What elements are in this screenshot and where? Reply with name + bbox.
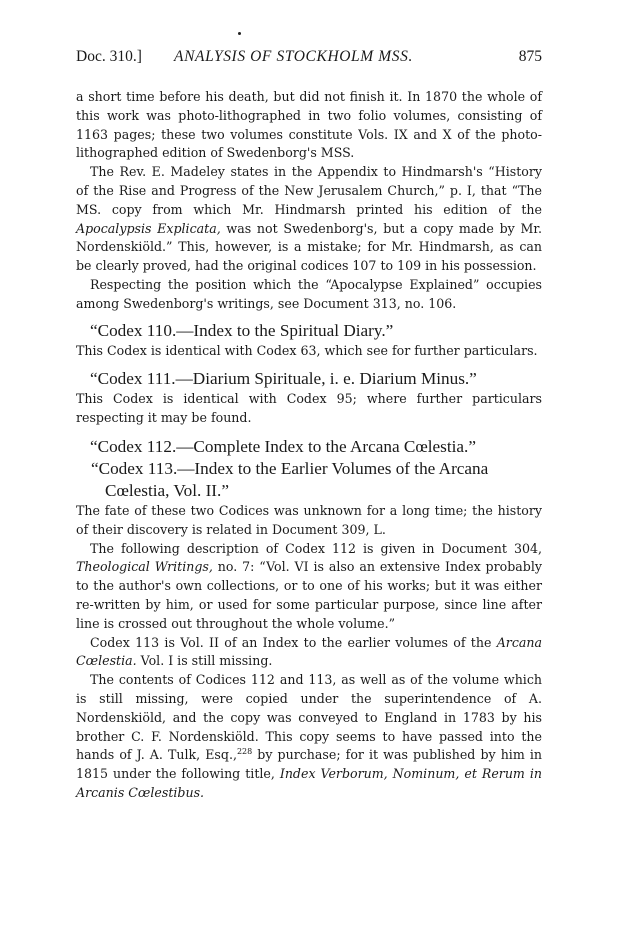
page-number: 875: [518, 48, 542, 65]
footnote-ref: 228: [236, 747, 253, 757]
heading-codex-111: “Codex 111.—Diarium Spirituale, i. e. Diarium Minus.”: [90, 369, 477, 389]
paragraph-codex-111: This Codex is identical with Codex 95; where further particulars respecting it may be found.: [76, 391, 542, 426]
paragraph-codex-112-description: The following description of Codex 112 is given in Document 304, Theological Writings, no. 7: “Vol. VI is also an extensive Index probably to the author's own collections, or to one of his works; but it was either re-written by him, or used for some particular purpose, since line after line is crossed out throughout the whole volume.”: [76, 540, 542, 631]
paragraph-madeley: The Rev. E. Madeley states in the Appendix to Hindmarsh's “History of the Rise and Progress of the New Jerusalem Church,” p. I, that “The MS. copy from which Mr. Hindmarsh printed his edition of the Apocalypsis Explicata, was not Swedenborg's, but a copy made by Mr. Nordenskiöld.” This, however, is a mistake; for Mr. Hindmarsh, as can be clearly proved, had the original codices 107 to 109 in his possession.: [76, 164, 542, 274]
paragraph-codex-110: This Codex is identical with Codex 63, which see for further particulars.: [76, 342, 538, 358]
paragraph-continued: a short time before his death, but did not finish it. In 1870 the whole of this work was photo-lithographed in two folio volumes, consisting of 1163 pages; these two volumes constitute Vols. IX and X of the photo-lithographed edition of Swedenborg's MSS.: [76, 89, 542, 161]
ink-dot: [238, 32, 241, 35]
heading-codex-113: “Codex 113.—Index to the Earlier Volumes of the Arcana Cœlestia, Vol. II.”: [91, 458, 489, 500]
document-number: Doc. 310.]: [76, 48, 142, 65]
running-header: [76, 48, 542, 70]
heading-codex-110: “Codex 110.—Index to the Spiritual Diary.”: [90, 320, 394, 340]
paragraph-apocalypse-position: Respecting the position which the “Apocalypse Explained” occupies among Swedenborg's writings, see Document 313, no. 106.: [76, 276, 542, 311]
paragraph-fate-of-codices: The fate of these two Codices was unknown for a long time; the history of their discovery is related in Document 309, L.: [76, 502, 542, 537]
heading-codex-112: “Codex 112.—Complete Index to the Arcana Cœlestia.”: [90, 436, 476, 456]
paragraph-copy-history: The contents of Codices 112 and 113, as well as of the volume which is still missing, were copied under the superintendence of A. Nordenskiöld, and the copy was conveyed to England in 1783 by his brother C. F. Nordenskiöld. This copy seems to have passed into the hands of J. A. Tulk, Esq.,$^{228}$ by purchase; for it was published by him in 1815 under the following title, Index Verborum, Nominum, et Rerum in Arcanis Cœlestibus.: [76, 672, 542, 800]
page-body: [76, 88, 542, 803]
paragraph-codex-113: Codex 113 is Vol. II of an Index to the earlier volumes of the Arcana Cœlestia. Vol. I is still missing.: [76, 634, 542, 669]
running-title: ANALYSIS OF STOCKHOLM MSS.: [174, 48, 413, 65]
